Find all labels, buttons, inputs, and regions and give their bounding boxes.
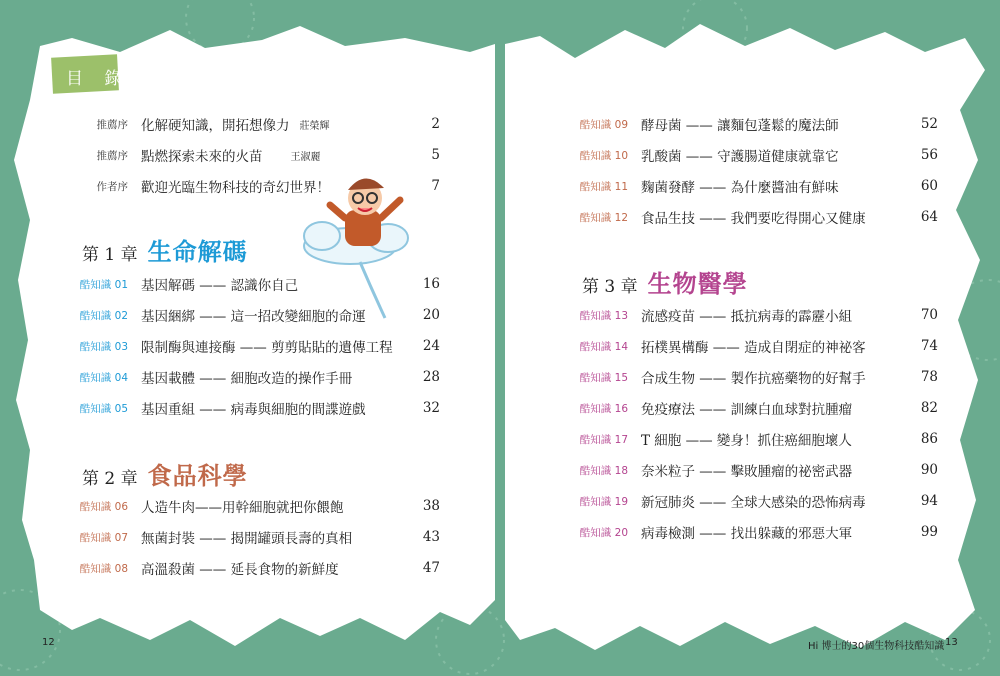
toc-row[interactable] (568, 429, 852, 449)
entry-title: 酵母菌 —— 讓麵包蓬鬆的魔法師 (641, 118, 839, 134)
preface-label: 作者序 (96, 180, 128, 193)
entry-title: 限制酶與連接酶 —— 剪剪貼貼的遺傳工程 (141, 340, 393, 356)
left-page-number: 12 (42, 637, 55, 648)
entry-title: 高溫殺菌 —— 延長食物的新鮮度 (141, 562, 339, 578)
chapter-title: 生物醫學 (647, 270, 748, 298)
entry-title: 病毒檢測 —— 找出躲藏的邪惡大軍 (641, 526, 853, 542)
entry-title: 拓樸異構酶 —— 造成自閉症的神祕客 (641, 340, 866, 356)
entry-title: 基因載體 —— 細胞改造的操作手冊 (141, 371, 353, 387)
book-title: Hi 博士的30個生物科技酷知識 (808, 641, 945, 652)
entry-page: 99 (920, 524, 938, 540)
entry-title: 新冠肺炎 —— 全球大感染的恐怖病毒 (641, 495, 866, 511)
toc-row[interactable] (568, 460, 852, 480)
entry-label: 酷知識 16 (579, 402, 628, 415)
entry-label: 酷知識 08 (79, 562, 128, 575)
entry-page: 43 (422, 529, 440, 545)
chapter-heading (82, 232, 248, 267)
toc-header-title: 目 錄 (66, 69, 130, 89)
preface-title: 歡迎光臨生物科技的奇幻世界！ (141, 180, 330, 196)
entry-title: 人造牛肉——用幹細胞就把你餵飽 (141, 500, 344, 516)
chapter-title: 食品科學 (147, 462, 248, 490)
chapter-heading (582, 264, 748, 299)
entry-page: 16 (422, 276, 440, 292)
entry-label: 酷知識 19 (579, 495, 628, 508)
preface-author: 莊榮輝 (299, 120, 330, 132)
entry-page: 74 (920, 338, 938, 354)
entry-page: 78 (920, 369, 938, 385)
toc-row[interactable] (568, 305, 852, 325)
chapter-number: 第 2 章 (82, 469, 138, 489)
toc-row[interactable] (568, 491, 866, 511)
preface-title: 化解硬知識，開拓想像力 (141, 118, 290, 134)
entry-label: 酷知識 13 (579, 309, 628, 322)
entry-label: 酷知識 20 (579, 526, 628, 539)
entry-page: 94 (920, 493, 938, 509)
preface-page: 2 (431, 116, 440, 132)
entry-label: 酷知識 04 (79, 371, 128, 384)
entry-page: 47 (422, 560, 440, 576)
entry-title: 基因解碼 —— 認識你自己 (141, 278, 299, 294)
entry-title: 麴菌發酵 —— 為什麼醬油有鮮味 (641, 180, 839, 196)
toc-row[interactable] (68, 274, 298, 294)
preface-row[interactable] (78, 176, 330, 196)
preface-author: 王淑麗 (290, 151, 321, 163)
toc-row[interactable] (568, 336, 866, 356)
entry-label: 酷知識 11 (579, 180, 628, 193)
entry-title: 食品生技 —— 我們要吃得開心又健康 (641, 211, 866, 227)
entry-title: 無菌封裝 —— 揭開罐頭長壽的真相 (141, 531, 353, 547)
entry-page: 52 (920, 116, 938, 132)
entry-page: 28 (422, 369, 440, 385)
entry-page: 86 (920, 431, 938, 447)
entry-page: 70 (920, 307, 938, 323)
toc-row[interactable] (568, 176, 839, 196)
entry-title: 合成生物 —— 製作抗癌藥物的好幫手 (641, 371, 866, 387)
entry-label: 酷知識 05 (79, 402, 128, 415)
entry-title: 基因重組 —— 病毒與細胞的間諜遊戲 (141, 402, 366, 418)
entry-label: 酷知識 02 (79, 309, 128, 322)
entry-title: 乳酸菌 —— 守護腸道健康就靠它 (641, 149, 839, 165)
preface-page: 5 (431, 147, 440, 163)
entry-title: 流感疫苗 —— 抵抗病毒的霹靂小組 (641, 309, 853, 325)
preface-page: 7 (431, 178, 440, 194)
entry-page: 38 (422, 498, 440, 514)
toc-row[interactable] (568, 145, 839, 165)
entry-title: 奈米粒子 —— 擊敗腫瘤的祕密武器 (641, 464, 853, 480)
entry-label: 酷知識 17 (579, 433, 628, 446)
entry-page: 56 (920, 147, 938, 163)
entry-page: 82 (920, 400, 938, 416)
entry-title: T 細胞 —— 變身！抓住癌細胞壞人 (641, 433, 852, 449)
preface-row[interactable] (78, 145, 321, 165)
toc-row[interactable] (68, 398, 366, 418)
toc-row[interactable] (68, 305, 366, 325)
entry-label: 酷知識 12 (579, 211, 628, 224)
preface-label: 推薦序 (96, 149, 128, 162)
toc-row[interactable] (568, 398, 852, 418)
entry-title: 基因綑綁 —— 這一招改變細胞的命運 (141, 309, 366, 325)
toc-row[interactable] (68, 558, 339, 578)
toc-row[interactable] (68, 496, 344, 516)
entry-page: 20 (422, 307, 440, 323)
entry-label: 酷知識 18 (579, 464, 628, 477)
preface-title: 點燃探索未來的火苗 (141, 149, 263, 165)
chapter-number: 第 3 章 (582, 277, 638, 297)
entry-label: 酷知識 07 (79, 531, 128, 544)
right-page-number: 13 (945, 637, 958, 648)
toc-row[interactable] (68, 367, 352, 387)
entry-label: 酷知識 03 (79, 340, 128, 353)
toc-row[interactable] (68, 336, 393, 356)
entry-page: 24 (422, 338, 440, 354)
entry-page: 64 (920, 209, 938, 225)
toc-row[interactable] (568, 522, 852, 542)
entry-page: 60 (920, 178, 938, 194)
chapter-title: 生命解碼 (147, 238, 248, 266)
toc-row[interactable] (68, 527, 352, 547)
preface-row[interactable] (78, 114, 330, 134)
toc-row[interactable] (568, 207, 866, 227)
entry-page: 32 (422, 400, 440, 416)
entry-title: 免疫療法 —— 訓練白血球對抗腫瘤 (641, 402, 853, 418)
chapter-heading (82, 456, 248, 491)
preface-label: 推薦序 (96, 118, 128, 131)
entry-page: 90 (920, 462, 938, 478)
entry-label: 酷知識 06 (79, 500, 128, 513)
entry-label: 酷知識 14 (579, 340, 628, 353)
toc-row[interactable] (568, 367, 866, 387)
entry-label: 酷知識 10 (579, 149, 628, 162)
entry-label: 酷知識 15 (579, 371, 628, 384)
chapter-number: 第 1 章 (82, 245, 138, 265)
toc-row[interactable] (568, 114, 839, 134)
entry-label: 酷知識 01 (79, 278, 128, 291)
entry-label: 酷知識 09 (579, 118, 628, 131)
